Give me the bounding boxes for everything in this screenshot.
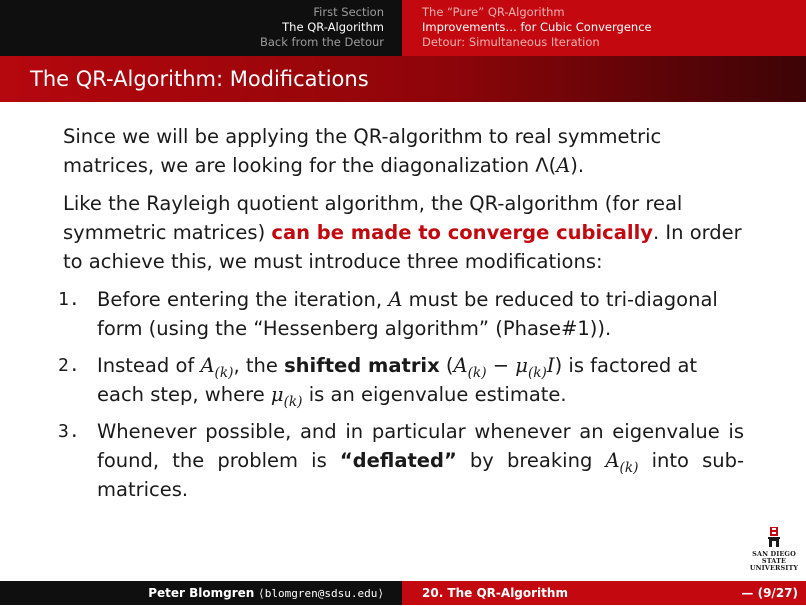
list-item: 2. Instead of $A_{(k)}$, the shifted matrix $(A_{(k)} - \mu_{(k)}I)$ is factored at each step, where $\mu_{(k)}$ is an eigenvalue estimate. <box>58 351 744 409</box>
university-logo <box>748 527 800 572</box>
logo-line2: UNIVERSITY <box>749 564 799 572</box>
subsection-nav <box>402 0 806 56</box>
item-number: 2. <box>58 355 80 376</box>
slide-content <box>58 122 753 512</box>
nav-section-back-from-detour[interactable]: Back from the Detour <box>259 35 384 49</box>
section-nav <box>0 0 402 56</box>
list-item: 3. Whenever possible, and in particular whenever an eigenvalue is found, the problem is “deflated” by breaking $A_{(k)}$ into sub-matrices. <box>58 417 744 504</box>
footer-page-number: — (9/27) <box>741 586 798 600</box>
list-item: 1. Before entering the iteration, A must be reduced to tri-diagonal form (using the “Hessenberg algorithm” (Phase#1)). <box>58 285 744 343</box>
nav-subsection-pure-qr[interactable]: The “Pure” QR-Algorithm <box>422 5 565 19</box>
paragraph-diagonalization: Since we will be applying the QR-algorithm to real symmetric matrices, we are looking for the diagonalization Λ(A). <box>63 125 662 177</box>
nav-subsection-improvements[interactable]: Improvements… for Cubic Convergence <box>422 20 652 34</box>
paragraph-cubic-convergence: Like the Rayleigh quotient algorithm, the QR-algorithm (for real symmetric matrices) can be made to converge cubically. In order to achieve this, we must introduce three modifications: <box>63 192 742 273</box>
footer-section-block <box>402 581 806 605</box>
nav-section-qr-algorithm[interactable]: The QR-Algorithm <box>282 20 384 34</box>
alert-text: can be made to converge cubically <box>271 221 653 244</box>
university-emblem-icon <box>765 527 783 547</box>
nav-subsection-detour[interactable]: Detour: Simultaneous Iteration <box>422 35 600 49</box>
logo-line1: SAN DIEGO STATE <box>752 550 796 565</box>
footer-bar <box>0 581 806 605</box>
footer-section[interactable]: 20. The QR-Algorithm <box>422 586 568 600</box>
frame-title: The QR-Algorithm: Modifications <box>0 56 806 102</box>
nav-section-first[interactable]: First Section <box>313 5 384 19</box>
item-number: 3. <box>58 421 80 442</box>
footer-email[interactable]: ⟨blomgren@sdsu.edu⟩ <box>258 587 384 600</box>
navigation-bar <box>0 0 806 56</box>
bold-term: shifted matrix <box>284 354 440 377</box>
bold-term: “deflated” <box>339 449 457 472</box>
item-number: 1. <box>58 289 80 310</box>
footer-author: Peter Blomgren <box>148 586 255 600</box>
footer-author-block <box>0 581 402 605</box>
modification-list <box>58 285 744 504</box>
